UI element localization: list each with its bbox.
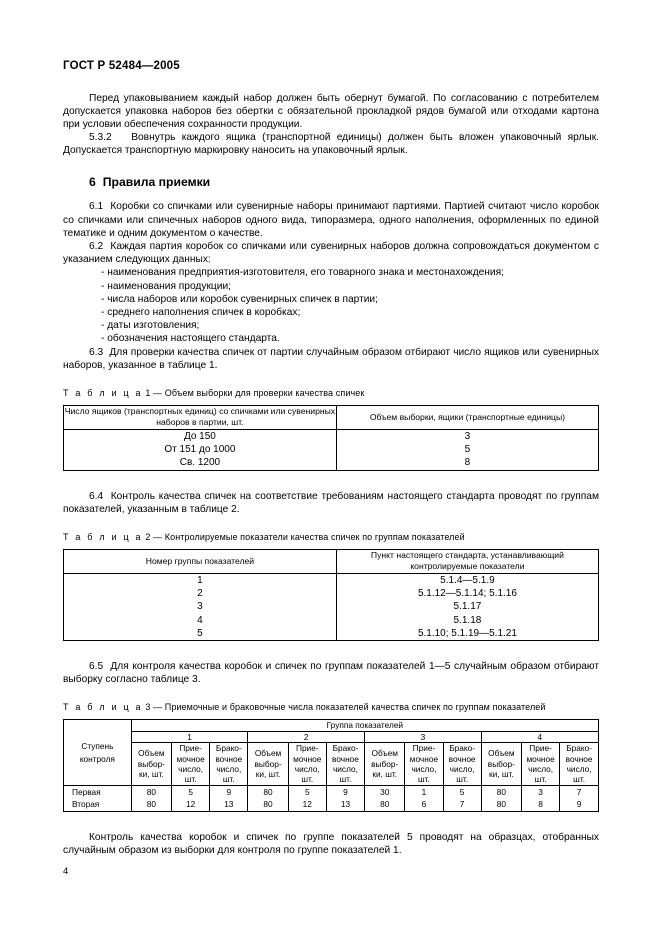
table-cell-value: 8 — [538, 799, 543, 810]
subheader-line: выбор- — [137, 758, 165, 769]
standard-header: ГОСТ Р 52484—2005 — [63, 60, 180, 72]
table-1-col1-values — [64, 429, 337, 470]
table-cell-value: 8 — [464, 457, 471, 469]
table-row — [64, 573, 599, 640]
table-3-value-cell — [326, 785, 364, 811]
subheader-line: ки, шт. — [255, 769, 281, 780]
table-2-caption-dash: — — [153, 531, 163, 542]
table-1-number: 1 — [145, 387, 151, 398]
table-cell-value: 5 — [188, 786, 193, 797]
table-3-subheader-rejection-number — [210, 743, 248, 786]
table-3-caption — [63, 701, 599, 713]
subheader-line: вочное — [332, 753, 359, 764]
section-title-6: Правила приемки — [102, 174, 211, 189]
paragraph-number-6-2: 6.2 — [89, 240, 104, 252]
table-3-subheader-sample-volume — [365, 743, 405, 786]
table-header-row — [64, 549, 599, 573]
paragraph-6-4-text: Контроль качества спичек на соответствие требованиям настоящего стандарта проводят по группам показателей, указанным в таблице 2. — [63, 490, 599, 515]
table-3-stage-cell — [64, 785, 132, 811]
table-cell-value: 3 — [197, 601, 203, 613]
subheader-line: Брако- — [566, 743, 592, 754]
subheader-line: шт. — [222, 774, 235, 785]
table-3 — [63, 719, 599, 812]
table-3-header-row-group-numbers — [64, 731, 599, 742]
paragraph-6-3-text: Для проверки качества спичек от партии случайным образом отбирают число ящиков или сувенирных наборов, указанное в таблице 1. — [63, 346, 600, 371]
table-3-group-header: Группа показателей — [131, 720, 598, 731]
subheader-line: шт. — [418, 774, 430, 785]
subheader-line: шт. — [456, 774, 469, 785]
subheader-line: Прие- — [295, 743, 319, 754]
table-3-value-cell — [365, 785, 405, 811]
paragraph-number-5-3-2: 5.3.2 — [89, 132, 112, 144]
paragraph-number-6-1: 6.1 — [89, 201, 104, 213]
table-1-caption — [63, 387, 599, 399]
table-2-header-cell-2: Пункт настоящего стандарта, устанавливающий контролируемые показатели — [336, 549, 598, 573]
spacer — [63, 73, 599, 92]
table-1-caption-dash: — — [153, 387, 163, 398]
table-cell-value: 5.1.12—5.1.14; 5.1.16 — [417, 588, 517, 600]
table-cell-value: 80 — [146, 786, 156, 797]
table-cell-value: 13 — [340, 799, 351, 810]
subheader-line: число, — [449, 764, 475, 774]
table-2-caption-label: Т а б л и ц а — [63, 531, 143, 542]
table-cell-value: 7 — [576, 786, 582, 797]
table-cell-value: 80 — [146, 799, 156, 810]
table-cell-value: 5.1.17 — [453, 601, 482, 613]
subheader-line: выбор- — [371, 758, 399, 769]
subheader-line: шт. — [184, 774, 197, 785]
subheader-line: вочное — [565, 753, 593, 764]
paragraph-6-3 — [63, 346, 599, 372]
table-cell-value: 2 — [197, 588, 203, 600]
table-3-group-number: 3 — [365, 731, 482, 742]
list-item: - наименования предприятия-изготовителя, его товарного знака и местонахождения; — [101, 267, 504, 279]
table-cell-value: 4 — [197, 614, 203, 626]
spacer — [63, 686, 599, 701]
list-item: - наименования продукции; — [101, 280, 231, 292]
table-cell-value: 5.1.4—5.1.9 — [440, 574, 495, 586]
table-3-caption-label: Т а б л и ц а — [63, 702, 143, 713]
table-3-value-cell — [481, 785, 521, 811]
table-2-col2-values — [336, 573, 598, 640]
table-3-subheader-sample-volume — [248, 743, 288, 786]
paragraph-5-3-2 — [63, 131, 599, 157]
subheader-line: Объем — [138, 748, 165, 759]
stage-label: Первая — [72, 786, 101, 797]
spacer — [63, 641, 599, 660]
table-3-subheader-acceptance-number — [522, 743, 560, 786]
list-item: - даты изготовления; — [101, 320, 200, 332]
subheader-line: шт. — [339, 774, 352, 785]
subheader-line: Объем — [254, 748, 282, 759]
table-3-value-cell — [560, 785, 599, 811]
table-3-value-cell — [131, 785, 171, 811]
table-3-value-cell — [443, 785, 481, 811]
subheader-line: шт. — [534, 774, 547, 785]
subheader-line: Объем — [488, 748, 515, 759]
table-3-value-cell — [172, 785, 210, 811]
table-2-caption-text: Контролируемые показатели качества спичек по группам показателей — [164, 531, 465, 542]
paragraph-5-3-1: Перед упаковыванием каждый набор должен быть обернут бумагой. По согласованию с потребителем допускается упаковка наборов без обертки с обязательной прокладкой рядов бумагой или отходами картона при условии обеспечения сохранности продукции. — [63, 92, 599, 131]
spacer — [63, 812, 599, 831]
table-cell-value: 80 — [496, 799, 506, 810]
paragraph-number-6-5: 6.5 — [89, 660, 104, 672]
table-3-subheader-acceptance-number — [288, 743, 326, 786]
spacer — [63, 372, 599, 387]
section-number-6: 6 — [89, 174, 96, 189]
table-cell-value: 1 — [197, 574, 203, 586]
table-3-stage-header — [64, 720, 132, 785]
subheader-line: число, — [178, 764, 204, 774]
paragraph-6-1 — [63, 200, 599, 240]
table-cell-value: Св. 1200 — [179, 457, 221, 469]
subheader-line: ки, шт. — [489, 769, 514, 780]
table-3-group-number: 4 — [481, 731, 598, 742]
subheader-line: Брако- — [215, 743, 242, 754]
paragraph-6-1-text: Коробки со спичками или сувенирные наборы принимают партиями. Партией считают число коробок со спичками или спичечных наборов одного вида, типоразмера, одного наполнения, оформленных по единой тематике и одним документом о качестве. — [63, 201, 599, 239]
subheader-line: Прие- — [179, 743, 202, 754]
subheader-line: Брако- — [449, 743, 475, 754]
list-item: - числа наборов или коробок сувенирных спичек в партии; — [101, 293, 378, 305]
table-1 — [63, 405, 599, 471]
paragraph-6-5 — [63, 660, 599, 686]
list-item: - обозначения настоящего стандарта. — [101, 333, 280, 345]
table-cell-value: 80 — [380, 799, 390, 810]
table-3-value-cell — [522, 785, 560, 811]
table-cell-value: 80 — [263, 799, 273, 810]
table-cell-value: 5.1.18 — [453, 614, 482, 626]
table-cell-value: 12 — [186, 799, 196, 810]
paragraph-number-6-3: 6.3 — [89, 346, 104, 358]
subheader-line: Прие- — [412, 743, 436, 754]
subheader-line: шт. — [301, 774, 314, 785]
table-cell-value: 5 — [459, 786, 465, 797]
subheader-line: число, — [566, 764, 592, 774]
table-cell-value: 30 — [380, 786, 390, 797]
table-row — [64, 429, 599, 470]
table-cell-value: 3 — [464, 430, 471, 442]
subheader-line: число, — [528, 764, 554, 774]
table-cell-value: 80 — [496, 786, 506, 797]
table-1-header-cell-2: Объем выборки, ящики (транспортные единицы) — [336, 405, 598, 429]
subheader-line: мочное — [293, 753, 322, 764]
table-3-subheader-rejection-number — [443, 743, 481, 786]
subheader-line: число, — [294, 764, 320, 774]
table-3-caption-dash: — — [153, 702, 163, 713]
subheader-line: Объем — [371, 748, 398, 759]
page-content — [63, 0, 599, 857]
table-3-group-number: 1 — [131, 731, 248, 742]
subheader-line: выбор- — [254, 758, 282, 769]
table-cell-value: 9 — [576, 799, 582, 810]
table-3-value-cell — [248, 785, 288, 811]
table-cell-value: 6 — [421, 799, 427, 810]
stage-header-line-1: Ступень — [81, 741, 114, 751]
subheader-line: вочное — [215, 753, 243, 764]
paragraph-6-2 — [63, 240, 599, 266]
subheader-line: ки, шт. — [372, 769, 398, 780]
table-1-caption-text: Объем выборки для проверки качества спичек — [164, 387, 365, 398]
stage-label: Вторая — [72, 799, 100, 810]
page-number: 4 — [63, 866, 69, 877]
table-3-subheader-acceptance-number — [405, 743, 443, 786]
paragraph-5-3-2-text: Вовнутрь каждого ящика (транспортной единицы) должен быть вложен упаковочный ярлык. Допускается транспортную маркировку наносить на упаковочный ярлык. — [63, 132, 599, 157]
subheader-line: Прие- — [529, 743, 552, 754]
table-3-subheader-rejection-number — [326, 743, 364, 786]
table-3-value-cell — [405, 785, 443, 811]
table-3-header-row-groups — [64, 720, 599, 731]
table-cell-value: 12 — [302, 799, 312, 810]
paragraph-6-4 — [63, 490, 599, 516]
table-1-caption-label: Т а б л и ц а — [63, 387, 143, 398]
subheader-line: число, — [332, 764, 358, 774]
table-cell-value: От 151 до 1000 — [164, 444, 236, 456]
spacer — [63, 189, 599, 200]
table-cell-value: 9 — [343, 786, 348, 797]
subheader-line: мочное — [526, 753, 555, 764]
stage-header-line-2: контроля — [79, 753, 115, 764]
subheader-line: мочное — [409, 753, 439, 764]
table-2-number: 2 — [145, 531, 151, 542]
table-3-value-cell — [288, 785, 326, 811]
table-3-value-cell — [210, 785, 248, 811]
section-heading-6 — [63, 175, 599, 190]
table-cell-value: 13 — [224, 799, 234, 810]
table-cell-value: 5 — [304, 786, 310, 797]
table-3-subheader-rejection-number — [560, 743, 599, 786]
subheader-line: число, — [216, 764, 242, 774]
table-3-group-number: 2 — [248, 731, 365, 742]
table-cell-value: 5.1.10; 5.1.19—5.1.21 — [417, 627, 517, 639]
table-cell-value: 1 — [421, 786, 427, 797]
subheader-line: Брако- — [332, 743, 359, 754]
table-2-caption — [63, 531, 599, 543]
table-2-col1-values — [64, 573, 337, 640]
table-3-caption-text: Приемочные и браковочные числа показателей качества спичек по группам показателей — [164, 702, 546, 713]
table-3-subheader-acceptance-number — [172, 743, 210, 786]
table-2 — [63, 549, 599, 641]
table-header-row — [64, 405, 599, 429]
table-3-header-row-subcolumns — [64, 743, 599, 786]
subheader-line: число, — [411, 764, 437, 774]
table-cell-value: 80 — [263, 786, 273, 797]
table-cell-value: 5 — [464, 444, 471, 456]
table-row — [64, 785, 599, 811]
table-2-header-cell-1: Номер группы показателей — [64, 549, 337, 573]
spacer — [63, 471, 599, 490]
subheader-line: выбор- — [487, 758, 515, 769]
table-1-header-cell-1: Число ящиков (транспортных единиц) со спичками или сувенирных наборов в партии, шт. — [64, 405, 336, 428]
subheader-line: ки, шт. — [139, 769, 164, 780]
table-1-col2-values — [336, 429, 598, 470]
subheader-line: мочное — [176, 753, 205, 764]
table-cell-value: 3 — [538, 786, 543, 797]
subheader-line: шт. — [573, 774, 586, 785]
table-cell-value: До 150 — [183, 430, 216, 442]
table-3-number: 3 — [145, 702, 151, 713]
paragraph-number-6-4: 6.4 — [89, 490, 104, 502]
paragraph-6-5-text: Для контроля качества коробок и спичек по группам показателей 1—5 случайным образом отбирают выборку согласно таблице 3. — [63, 660, 599, 686]
paragraph-final: Контроль качества коробок и спичек по группе показателей 5 проводят на образцах, отобранных случайным образом из выборки для контроля по группе показателей 1. — [63, 832, 599, 857]
subheader-line: вочное — [448, 753, 476, 764]
table-3-subheader-sample-volume — [481, 743, 521, 786]
table-3-subheader-sample-volume — [131, 743, 171, 786]
list-item: - среднего наполнения спичек в коробках; — [101, 306, 301, 318]
paragraph-6-2-text: Каждая партия коробок со спичками или сувенирных наборов должна сопровождаться документом с указанием следующих данных: — [63, 240, 599, 266]
spacer — [63, 516, 599, 531]
table-cell-value: 9 — [226, 786, 232, 797]
table-cell-value: 5 — [197, 627, 203, 639]
table-cell-value: 7 — [459, 799, 465, 810]
